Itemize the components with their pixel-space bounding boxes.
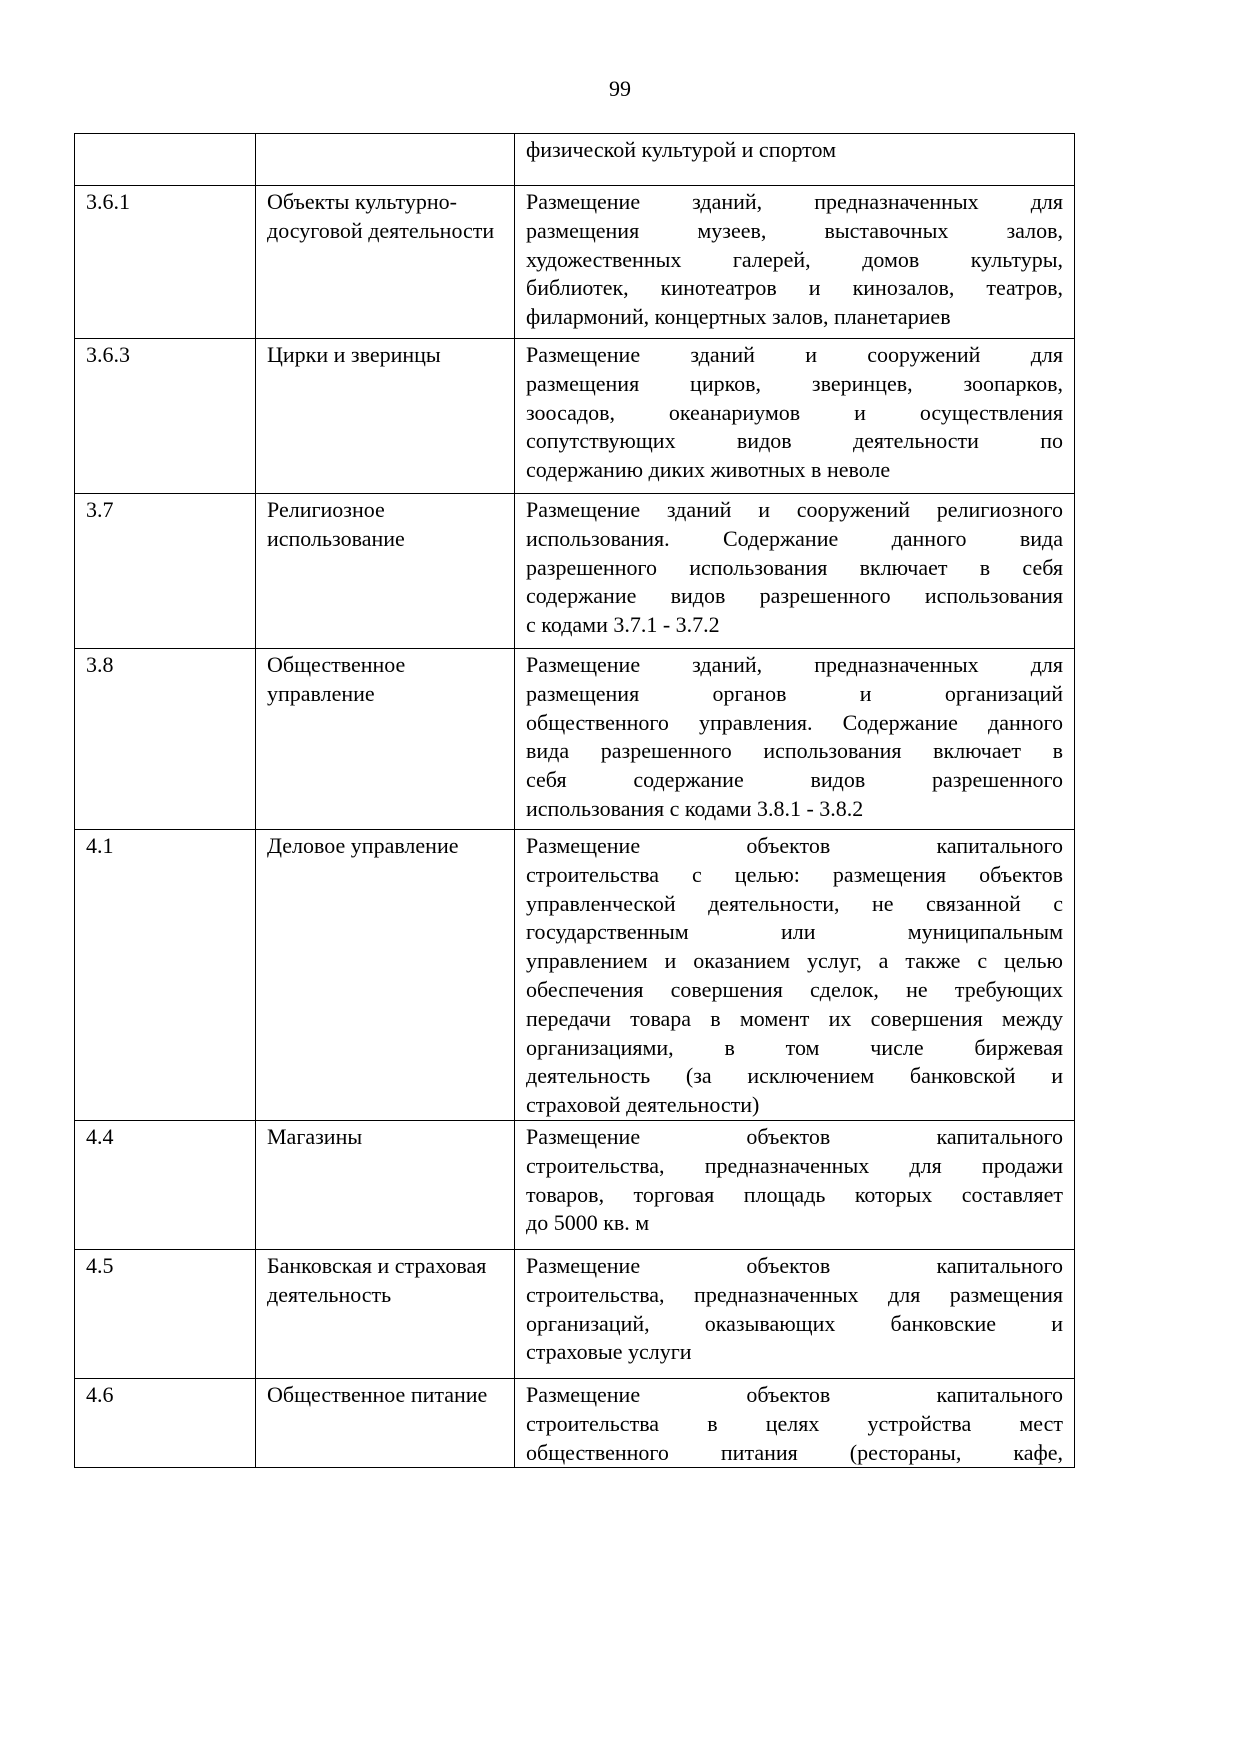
description-line: Размещение объектов капитального: [526, 1123, 1063, 1149]
table-row: [75, 1120, 1075, 1249]
description-cell: [515, 339, 1075, 494]
description-line: страховые услуги: [526, 1339, 692, 1365]
description-line: использования с кодами 3.8.1 - 3.8.2: [526, 795, 864, 821]
description-line: управленческой деятельности, не связанной с: [526, 890, 1063, 916]
name-cell: Банковская и страховая деятельность: [256, 1249, 515, 1378]
name-cell: Деловое управление: [256, 830, 515, 1121]
description-line: строительства, предназначенных для размещения: [526, 1281, 1063, 1307]
description-line: Размещение объектов капитального: [526, 1252, 1063, 1278]
description-cell: [515, 1249, 1075, 1378]
description-line: передачи товара в момент их совершения между: [526, 1005, 1063, 1031]
description-line: содержание видов разрешенного использования: [526, 583, 1063, 609]
description-line: общественного питания (рестораны, кафе,: [526, 1439, 1063, 1465]
table-row: [75, 1249, 1075, 1378]
code-cell: 4.1: [75, 830, 256, 1121]
description-line: Размещение объектов капитального: [526, 1381, 1063, 1407]
code-cell: 3.6.1: [75, 186, 256, 339]
code-cell: 4.5: [75, 1249, 256, 1378]
description-line: государственным или муниципальным: [526, 919, 1063, 945]
description-line: организаций, оказывающих банковские и: [526, 1310, 1063, 1336]
description-line: страховой деятельности): [526, 1092, 760, 1118]
page-number: 99: [609, 76, 631, 101]
land-use-table: [74, 133, 1075, 1468]
description-line: организациями, в том числе биржевая: [526, 1034, 1063, 1060]
table-row: [75, 339, 1075, 494]
name-cell: Цирки и зверинцы: [256, 339, 515, 494]
description-cell: [515, 494, 1075, 649]
description-line: Размещение зданий и сооружений для: [526, 342, 1063, 367]
description-line: строительства в целях устройства мест: [526, 1410, 1063, 1436]
description-cell: [515, 134, 1075, 186]
description-line: разрешенного использования включает в себя: [526, 554, 1063, 580]
table-row: [75, 186, 1075, 339]
code-cell: 3.8: [75, 649, 256, 830]
description-line: управлением и оказанием услуг, а также с целью: [526, 948, 1063, 974]
description-line: Размещение зданий, предназначенных для: [526, 189, 1063, 214]
description-line: Размещение объектов капитального: [526, 833, 1063, 858]
name-cell: Общественное управление: [256, 649, 515, 830]
description-cell: [515, 830, 1075, 1121]
description-cell: [515, 1120, 1075, 1249]
description-cell: [515, 186, 1075, 339]
name-cell: Магазины: [256, 1120, 515, 1249]
name-cell: Религиозное использование: [256, 494, 515, 649]
description-line: размещения музеев, выставочных залов,: [526, 217, 1063, 243]
code-cell: 3.6.3: [75, 339, 256, 494]
table-row: [75, 494, 1075, 649]
code-cell: [75, 134, 256, 186]
description-line: себя содержание видов разрешенного: [526, 767, 1063, 793]
description-line: размещения цирков, зверинцев, зоопарков,: [526, 370, 1063, 396]
description-cell: [515, 649, 1075, 830]
code-cell: 4.4: [75, 1120, 256, 1249]
table-row: [75, 830, 1075, 1121]
name-cell: Объекты культурно-досуговой деятельности: [256, 186, 515, 339]
name-cell: Общественное питание: [256, 1378, 515, 1467]
description-line: строительства, предназначенных для продажи: [526, 1152, 1063, 1178]
description-line: общественного управления. Содержание данного: [526, 709, 1063, 735]
description-line: филармоний, концертных залов, планетариев: [526, 304, 951, 330]
description-cell: [515, 1378, 1075, 1467]
table-row: [75, 1378, 1075, 1467]
description-line: сопутствующих видов деятельности по: [526, 428, 1063, 454]
description-line: использования. Содержание данного вида: [526, 525, 1063, 551]
description-line: художественных галерей, домов культуры,: [526, 246, 1063, 272]
description-line: содержанию диких животных в неволе: [526, 457, 891, 483]
description-line: физической культурой и спортом: [526, 137, 837, 162]
code-cell: 4.6: [75, 1378, 256, 1467]
description-line: до 5000 кв. м: [526, 1210, 650, 1236]
description-line: с кодами 3.7.1 - 3.7.2: [526, 612, 720, 638]
description-line: товаров, торговая площадь которых составляет: [526, 1181, 1063, 1207]
description-line: обеспечения совершения сделок, не требующих: [526, 976, 1063, 1002]
description-line: вида разрешенного использования включает в: [526, 738, 1063, 764]
table-row: [75, 649, 1075, 830]
description-line: зоосадов, океанариумов и осуществления: [526, 399, 1063, 425]
name-cell: [256, 134, 515, 186]
description-line: размещения органов и организаций: [526, 680, 1063, 706]
description-line: строительства с целью: размещения объектов: [526, 861, 1063, 887]
description-line: Размещение зданий и сооружений религиозного: [526, 497, 1063, 522]
description-line: деятельность (за исключением банковской и: [526, 1063, 1063, 1089]
description-line: Размещение зданий, предназначенных для: [526, 652, 1063, 677]
code-cell: 3.7: [75, 494, 256, 649]
description-line: библиотек, кинотеатров и кинозалов, театров,: [526, 275, 1063, 301]
table-row: [75, 134, 1075, 186]
